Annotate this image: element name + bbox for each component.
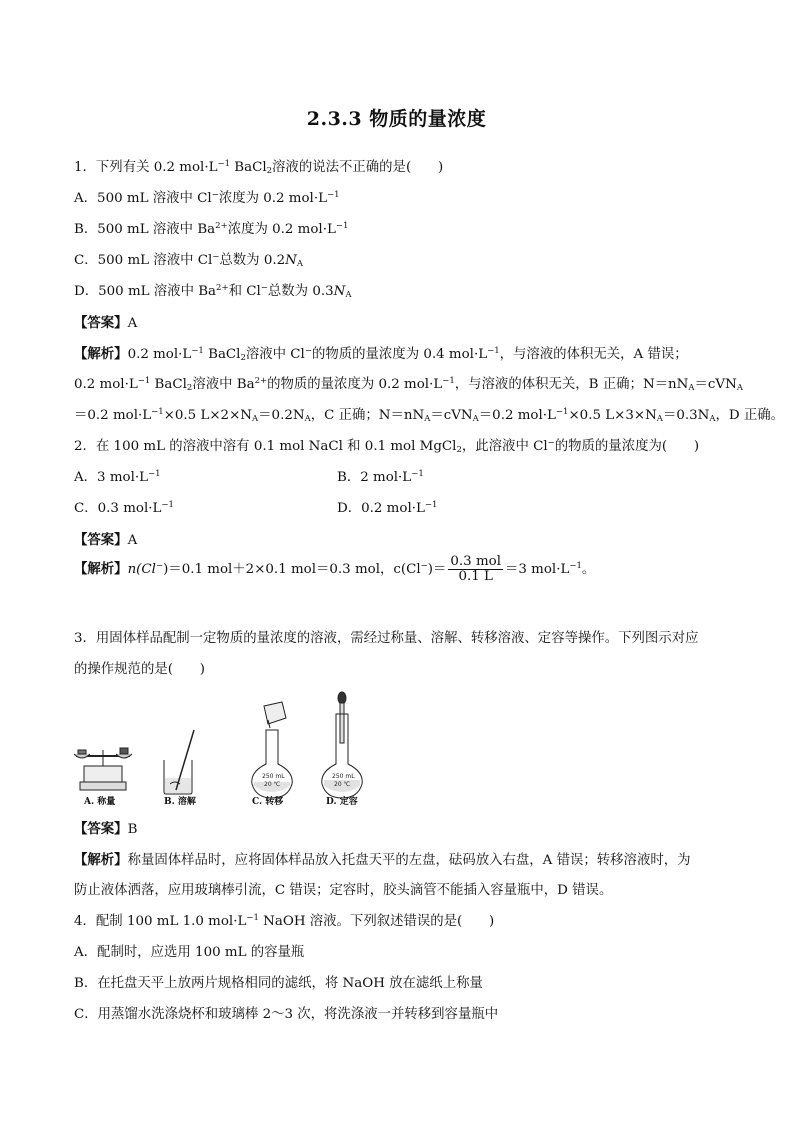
q3-figure [70,690,380,810]
q1-answer: 【答案】A [74,315,138,331]
q1-stem: 1．下列有关 0.2 $mol\cdot L^{-1}$ BaCl$_2$溶液的说法不正确的是( ) [74,159,444,176]
lab-operations-illustration [70,690,380,810]
figure-label-d: D. 定容 [326,797,358,807]
figure-label-b: B. 溶解 [164,797,196,807]
q1-analysis-line1: 【解析】0.2 $mol\cdot L^{-1}$ BaCl$_2$溶液中 Cl−的物质的量浓度为 0.4 $mol\cdot L^{-1}$，与溶液的体积无关，A 错误； [74,346,688,363]
flask-c-volume-label: 250 mL [262,773,285,780]
beaker-figure [164,730,194,794]
q4-option-a: A．配制时，应选用 100 mL 的容量瓶 [74,945,305,960]
q2-analysis: 【解析】n(Cl−)＝0.1 mol＋2×0.1 mol＝0.3 mol，c(Cl−)＝ $\frac{\text{0.3 mol}}{0.1 L}$ ＝3 $mol\cdot L^{-1}$。 [74,554,596,584]
flask-d-volume-label: 250 mL [332,773,355,780]
q3-stem-line2: 的操作规范的是( ) [74,662,205,677]
q2-option-a: A．3 $mol\cdot L^{-1}$ [74,469,161,485]
q2-option-b: B．2 $mol\cdot L^{-1}$ [337,469,424,485]
q3-answer: 【答案】B [74,821,138,837]
q3-analysis-line1: 【解析】称量固体样品时，应将固体样品放入托盘天平的左盘，砝码放入右盘，A 错误；转移溶液时，为 [74,852,691,868]
q4-option-c: C．用蒸馏水洗涤烧杯和玻璃棒 2～3 次，将洗涤液一并转移到容量瓶中 [74,1007,499,1022]
page-title: 2.3.3 物质的量浓度 [306,108,487,130]
concentration-fraction: $\frac{\text{0.3 mol}}{0.1 L}$ [450,554,501,584]
q4-stem: 4．配制 100 mL 1.0 $mol\cdot L^{-1}$ NaOH 溶液。下列叙述错误的是( ) [74,913,495,929]
q4-option-b: B．在托盘天平上放两片规格相同的滤纸，将 NaOH 放在滤纸上称量 [74,976,483,991]
balance-figure [74,748,132,790]
q1-option-c: C．500 mL 溶液中 Cl−总数为 $0.2N_A$ [74,252,303,269]
q1-option-a: A．500 mL 溶液中 Cl−浓度为 0.2 $mol\cdot L^{-1}$ [74,190,340,206]
flask-c-temp-label: 20 ℃ [264,781,281,788]
figure-label-c: C. 转移 [252,797,284,807]
q2-answer: 【答案】A [74,532,138,548]
figure-label-a: A. 称量 [84,797,116,807]
q1-analysis-line2: 0.2 $mol\cdot L^{-1}$ BaCl$_2$溶液中 $Ba^{2+}$的物质的量浓度为 0.2 $mol\cdot L^{-1}$，与溶液的体积无关，B 正确；$N=nN_A=cVN_A$ [74,376,743,393]
q1-analysis-line3: ＝0.2 $mol\cdot L^{-1}\times 0.5$ $L\times 2\times N_A=0.2N_A$，C 正确；$N=nN_A=cVN_A=0.2$ $mol\cdot L^{-1}\times 0.5$ $L\times 3\times N_A=0.3N_A$，D 正确。 [74,407,785,424]
q2-option-c: C．0.3 $mol\cdot L^{-1}$ [74,500,174,516]
q3-stem-line1: 3．用固体样品配制一定物质的量浓度的溶液，需经过称量、溶解、转移溶液、定容等操作。下列图示对应 [74,631,699,646]
q1-option-b: B．500 mL 溶液中 $Ba^{2+}$浓度为 0.2 $mol\cdot L^{-1}$ [74,221,349,237]
q2-stem: 2．在 100 mL 的溶液中溶有 0.1 mol NaCl 和 0.1 mol MgCl$_2$，此溶液中 Cl−的物质的量浓度为( ) [74,438,700,455]
flask-d-temp-label: 20 ℃ [334,781,351,788]
q3-analysis-line2: 防止液体洒落，应用玻璃棒引流，C 错误；定容时，胶头滴管不能插入容量瓶中，D 错误。 [74,883,613,898]
q1-option-d: D．500 mL 溶液中 $Ba^{2+}$和 Cl−总数为 $0.3N_A$ [74,283,352,300]
q2-option-d: D．0.2 $mol\cdot L^{-1}$ [337,500,438,516]
